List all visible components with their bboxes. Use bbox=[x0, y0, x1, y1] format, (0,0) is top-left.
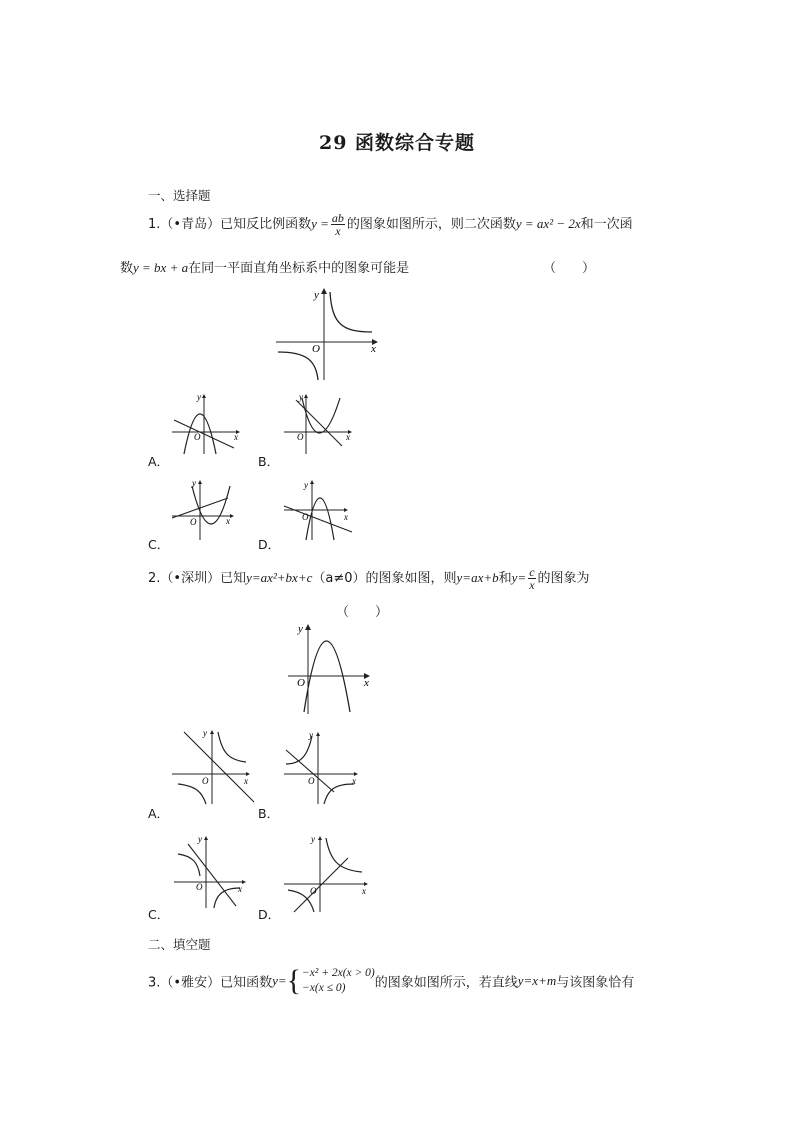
origin-label: O bbox=[194, 432, 201, 442]
x-axis-label: x bbox=[234, 432, 238, 442]
q2-answer-paren: （ ） bbox=[336, 605, 389, 620]
q1-func1-numerator: ab bbox=[331, 211, 344, 225]
y-axis-arrow-icon bbox=[318, 836, 322, 840]
q2-func3-fraction bbox=[528, 566, 535, 591]
origin-label: O bbox=[308, 776, 315, 786]
question-1-line-1 bbox=[148, 212, 633, 237]
x-axis-label: x bbox=[244, 776, 248, 786]
y-axis-label: y bbox=[198, 834, 202, 844]
question-1-line-2 bbox=[120, 257, 409, 276]
q1-option-a-label[interactable]: A． bbox=[148, 454, 170, 469]
origin-label: O bbox=[312, 343, 320, 355]
q2-option-c-figure bbox=[172, 832, 252, 910]
q2-condition: （a≠0） bbox=[312, 571, 366, 586]
hyperbola-branch-left bbox=[178, 784, 206, 804]
parabola bbox=[306, 498, 334, 540]
q1-option-b-figure bbox=[282, 392, 354, 456]
y-axis-label: y bbox=[299, 392, 303, 402]
y-axis-arrow-icon bbox=[305, 624, 311, 630]
q1-prefix: 1.（•青岛）已知反比例函数 bbox=[148, 217, 312, 232]
parabola bbox=[302, 398, 340, 433]
hyperbola-branch-right bbox=[214, 888, 240, 908]
q1-option-d-label[interactable]: D． bbox=[258, 537, 281, 552]
y-axis-label: y bbox=[309, 730, 313, 740]
x-axis-arrow-icon bbox=[230, 514, 234, 518]
q1-func3: y = bx + a bbox=[133, 260, 189, 275]
q1-func1-lhs: y = bbox=[311, 216, 329, 231]
q2-and: 和 bbox=[498, 571, 512, 586]
q2-option-a-label[interactable]: A． bbox=[148, 806, 170, 821]
y-axis-arrow-icon bbox=[321, 288, 327, 294]
y-axis-arrow-icon bbox=[210, 730, 214, 734]
q1-mid2: 和一次函 bbox=[580, 217, 633, 232]
origin-label: O bbox=[297, 432, 304, 442]
q2-func1: y=ax²+bx+c bbox=[246, 570, 313, 585]
y-axis-label: y bbox=[192, 478, 196, 488]
page-title: 29 函数综合专题 bbox=[318, 132, 476, 154]
x-axis-label: x bbox=[226, 516, 230, 526]
x-axis-label: x bbox=[346, 432, 350, 442]
hyperbola-branch-left bbox=[286, 736, 312, 764]
y-axis-label: y bbox=[304, 480, 308, 490]
q2-func3-denominator: x bbox=[529, 578, 535, 592]
origin-label: O bbox=[297, 677, 305, 689]
q1-hyperbola-figure bbox=[272, 286, 382, 384]
q3-mid: 的图象如图所示，若直线 bbox=[374, 975, 518, 991]
y-axis-label: y bbox=[298, 623, 303, 635]
q3-prefix: 3.（•雅安）已知函数 bbox=[148, 975, 273, 991]
y-axis-label: y bbox=[197, 392, 201, 402]
y-axis-label: y bbox=[311, 834, 315, 844]
q1-func1-denominator: x bbox=[335, 224, 341, 238]
hyperbola-branch-left bbox=[178, 854, 200, 876]
origin-label: O bbox=[302, 512, 309, 522]
parabola bbox=[192, 486, 230, 524]
section-heading-choice: 一、选择题 bbox=[148, 188, 211, 203]
y-axis-label: y bbox=[314, 289, 319, 301]
q2-func3-numerator: c bbox=[529, 565, 535, 579]
q3-line: y=x+m bbox=[517, 973, 557, 988]
x-axis-label: x bbox=[364, 677, 369, 689]
y-axis-arrow-icon bbox=[198, 480, 202, 484]
x-axis-label: x bbox=[238, 884, 242, 894]
y-axis-arrow-icon bbox=[316, 732, 320, 736]
origin-label: O bbox=[196, 882, 203, 892]
q1-func1-fraction bbox=[331, 212, 345, 237]
q3-piecewise bbox=[302, 966, 375, 996]
q2-option-b-label[interactable]: B． bbox=[258, 806, 280, 821]
line bbox=[294, 858, 348, 912]
q3-case-2: −x(x ≤ 0) bbox=[302, 982, 346, 994]
q1-answer-paren: （ ） bbox=[543, 261, 596, 276]
section-heading-fill-in: 二、填空题 bbox=[148, 937, 211, 952]
q2-prefix: 2.（•深圳）已知 bbox=[148, 571, 247, 586]
q1-mid1: 的图象如图所示，则二次函数 bbox=[346, 217, 516, 232]
x-axis-arrow-icon bbox=[242, 880, 246, 884]
q2-option-d-label[interactable]: D． bbox=[258, 907, 281, 922]
question-2-line-1 bbox=[148, 566, 590, 591]
origin-label: O bbox=[310, 886, 317, 896]
origin-label: O bbox=[190, 517, 197, 527]
hyperbola-branch-right bbox=[330, 292, 372, 332]
hyperbola-branch-left bbox=[278, 352, 318, 380]
q2-option-b-figure bbox=[282, 730, 364, 806]
y-axis-label: y bbox=[203, 728, 207, 738]
q1-line2-a: 数 bbox=[120, 261, 134, 276]
q2-func2: y=ax+b bbox=[456, 570, 499, 585]
line bbox=[184, 732, 254, 802]
q2-suffix: 的图象为 bbox=[537, 571, 590, 586]
q2-func3-lhs: y= bbox=[511, 570, 527, 585]
q3-suffix: 与该图象恰有 bbox=[556, 975, 635, 991]
q2-option-d-figure bbox=[282, 832, 372, 914]
hyperbola-branch-right bbox=[326, 838, 362, 872]
question-3-line-1 bbox=[148, 966, 634, 996]
q1-option-c-figure bbox=[170, 478, 242, 542]
q1-line2-b: 在同一平面直角坐标系中的图象可能是 bbox=[188, 261, 410, 276]
x-axis-label: x bbox=[371, 343, 376, 355]
line bbox=[188, 844, 236, 906]
q1-option-c-label[interactable]: C． bbox=[148, 537, 170, 552]
y-axis-arrow-icon bbox=[304, 394, 308, 398]
q1-func2: y = ax² − 2x bbox=[515, 216, 581, 231]
x-axis-label: x bbox=[344, 512, 348, 522]
q2-option-a-figure bbox=[170, 726, 256, 806]
q1-option-a-figure bbox=[170, 392, 242, 456]
hyperbola-branch-right bbox=[218, 732, 246, 762]
q2-parabola-figure bbox=[284, 620, 376, 718]
q3-case-1: −x² + 2x(x > 0) bbox=[302, 967, 375, 979]
y-axis-arrow-icon bbox=[310, 480, 314, 484]
q1-option-b-label[interactable]: B． bbox=[258, 454, 280, 469]
y-axis-arrow-icon bbox=[202, 394, 206, 398]
origin-label: O bbox=[202, 776, 209, 786]
left-brace-icon: { bbox=[286, 964, 302, 997]
q2-option-c-label[interactable]: C． bbox=[148, 907, 170, 922]
x-axis-label: x bbox=[352, 776, 356, 786]
y-axis-arrow-icon bbox=[204, 836, 208, 840]
q2-mid: 的图象如图，则 bbox=[365, 571, 457, 586]
x-axis-label: x bbox=[362, 886, 366, 896]
q1-option-d-figure bbox=[282, 478, 356, 542]
q3-lhs: y= bbox=[272, 973, 287, 988]
